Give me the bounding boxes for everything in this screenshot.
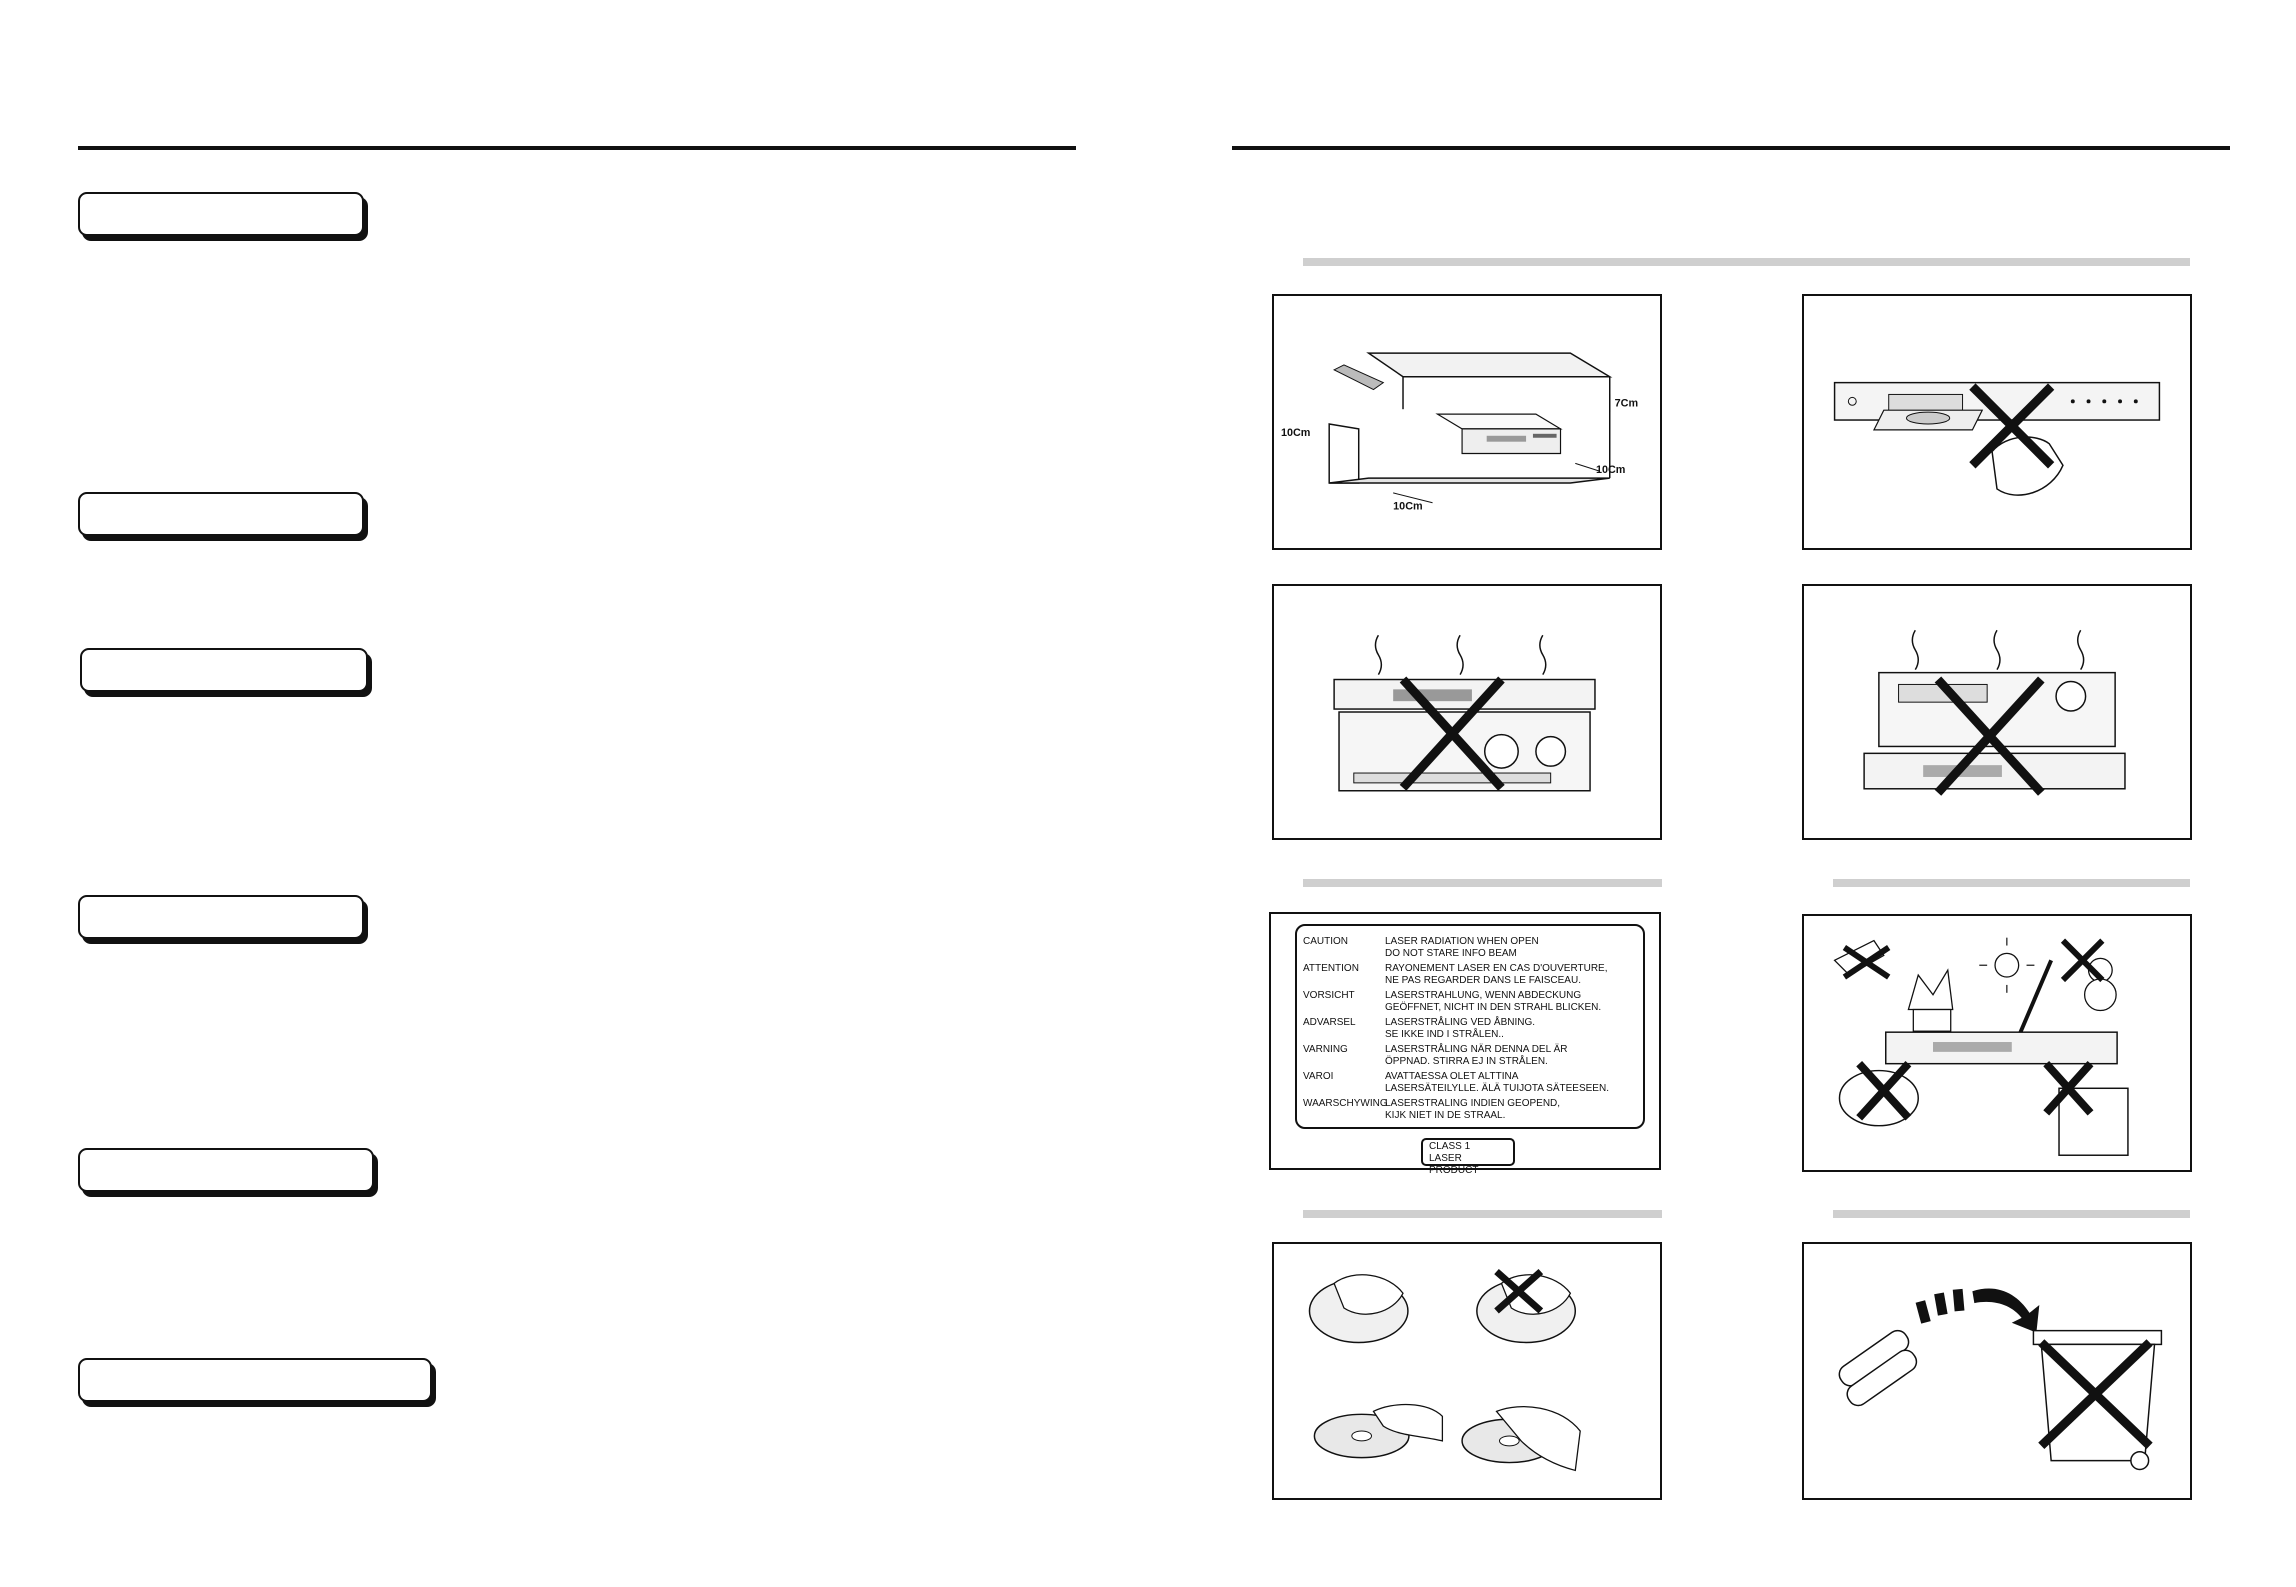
section-bar-environment [1833, 879, 2190, 887]
stack-on-amp-drawing [1274, 586, 1660, 838]
label-left-clearance: 10Cm [1280, 426, 1311, 439]
amp-on-top-drawing [1804, 586, 2190, 838]
section-tab-2 [78, 492, 364, 536]
clearance-illustration [1272, 294, 1662, 550]
label-right-clearance: 10Cm [1595, 464, 1626, 477]
section-tab-3 [80, 648, 368, 692]
disc-handling-illustration [1272, 1242, 1662, 1500]
section-bar-battery [1833, 1210, 2190, 1218]
right-header-rule [1232, 146, 2230, 150]
section-tab-6 [78, 1358, 432, 1402]
clearance-drawing [1274, 296, 1660, 548]
section-tab-5 [78, 1148, 374, 1192]
laser-warning-box: CAUTION LASER RADIATION WHEN OPEN DO NOT STARE INFO BEAM ATTENTION RAYONEMENT LASER EN CAS D'OUVERTURE, NE PAS REGARDER DANS LE FAISCEAU. VORSICHT LASERSTRAHLUNG, WENN ABDECKUNG GEÖFFNET, NICHT IN DEN STRAHL BLICKEN. ADVARSEL LASERSTRÅLING VED ÅBNING. SE IKKE IND I STRÅLEN.. VARNING LASERSTRÅLING NÄR DENNA DEL ÄR ÖPPNAD. STIRRA EJ IN STRÅLEN. VAROI AVATTAESSA OLET ALTTINA LASERSÄTEILYLLE. ÄLÄ TUIJOTA SÄTEESEEN. WAARSCHYWING LASERSTRALING INDIEN GEOPEND, KIJK NIET IN DE STRAAL. [1295, 924, 1645, 1129]
disc-handling-drawing [1274, 1244, 1660, 1498]
left-header-rule [78, 146, 1076, 150]
class-1-laser-product-label: CLASS 1 LASER PRODUCT [1421, 1138, 1515, 1166]
label-top-clearance: 7Cm [1614, 397, 1639, 410]
battery-disposal-drawing [1804, 1244, 2190, 1498]
section-bar-disc-care [1303, 1210, 1662, 1218]
amp-on-top-illustration [1802, 584, 2192, 840]
section-tab-1 [78, 192, 364, 236]
stack-on-amp-illustration [1272, 584, 1662, 840]
section-tab-4 [78, 895, 364, 939]
label-front-clearance: 10Cm [1393, 500, 1423, 513]
battery-disposal-illustration [1802, 1242, 2192, 1500]
environment-hazards-illustration [1802, 914, 2192, 1172]
environment-hazards-drawing [1804, 916, 2190, 1170]
section-bar-placement [1303, 258, 2190, 266]
tray-warning-illustration [1802, 294, 2192, 550]
section-bar-laser [1303, 879, 1662, 887]
tray-warning-drawing [1804, 296, 2190, 548]
laser-caution-label [1269, 912, 1661, 1176]
